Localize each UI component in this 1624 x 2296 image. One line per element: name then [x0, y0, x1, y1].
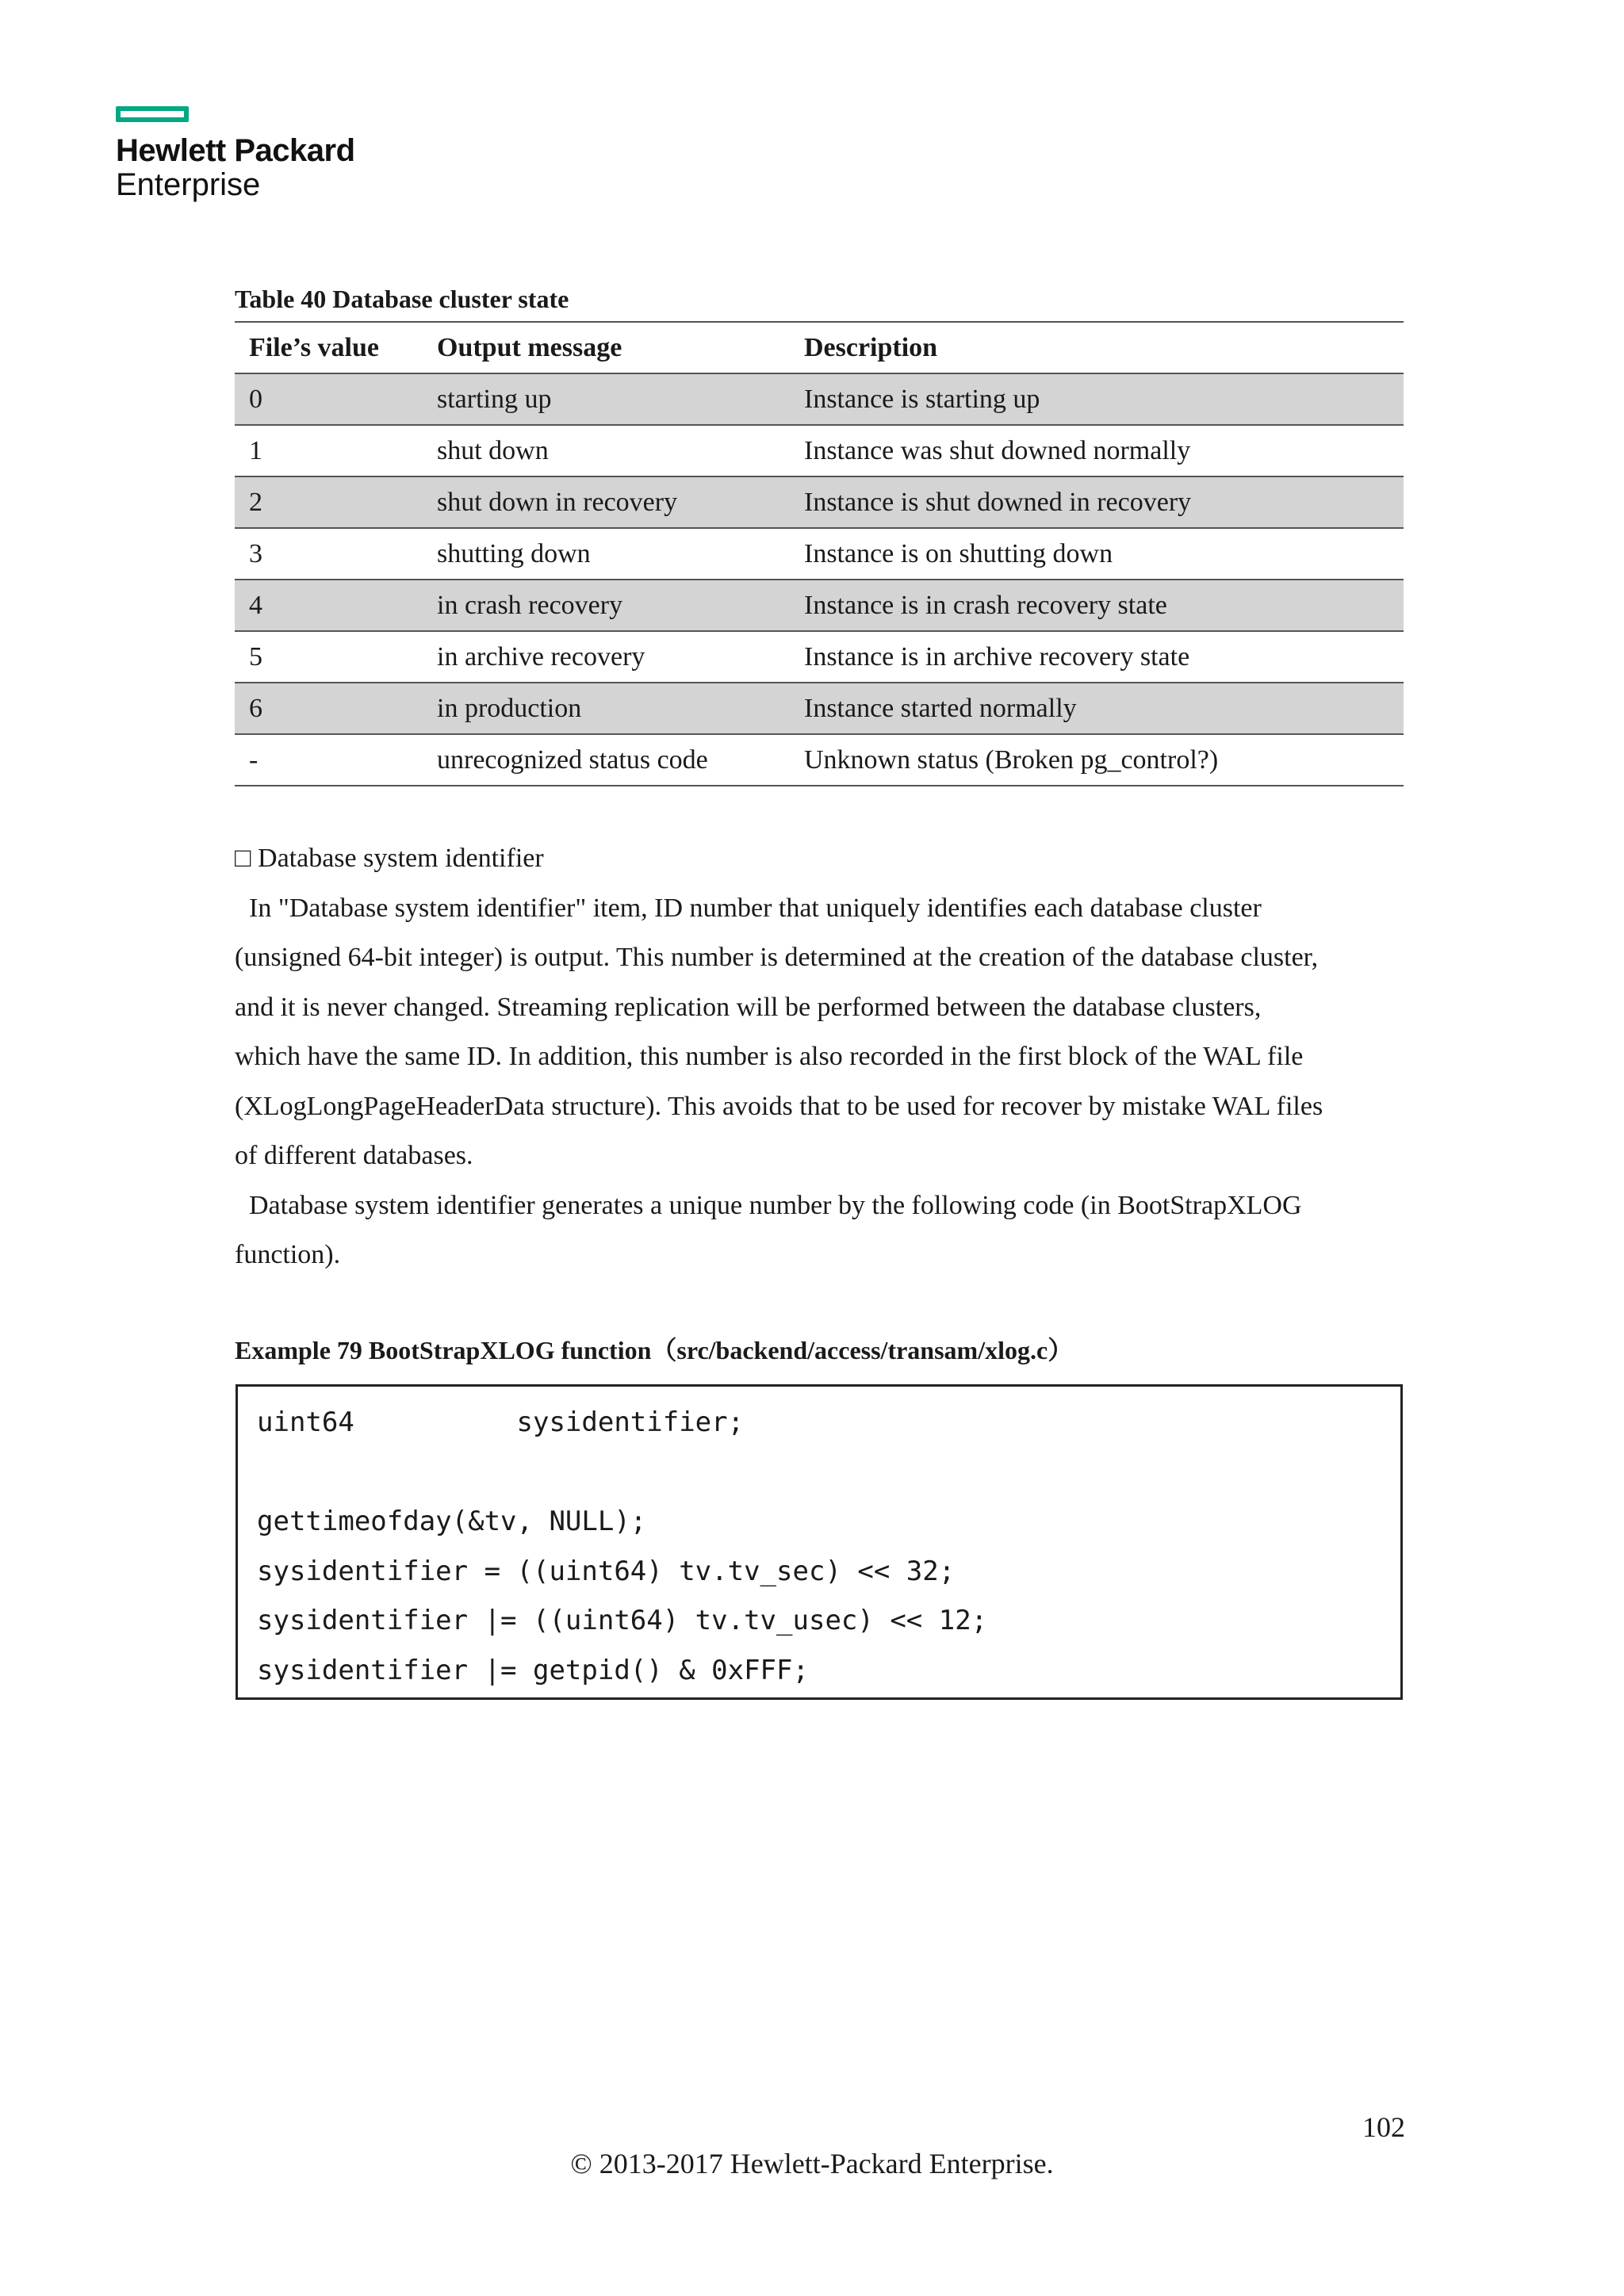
table-cell: starting up [423, 373, 790, 425]
code-line: sysidentifier |= ((uint64) tv.tv_usec) << 12; [257, 1605, 988, 1636]
table-cell: Instance is on shutting down [790, 528, 1404, 580]
table-cell: Instance is in archive recovery state [790, 631, 1404, 683]
table-cell: Unknown status (Broken pg_control?) [790, 734, 1404, 786]
logo-text-line2: Enterprise [116, 167, 261, 202]
table-row [235, 425, 1404, 476]
paragraph-line: function). [235, 1240, 341, 1269]
table-cell: 2 [235, 476, 423, 528]
table-header-row [235, 322, 1404, 373]
table-cell: unrecognized status code [423, 734, 790, 786]
table-cell: - [235, 734, 423, 786]
table-row [235, 580, 1404, 631]
section-body [235, 834, 1404, 1280]
table-cell: 6 [235, 683, 423, 734]
table-row [235, 528, 1404, 580]
table-cell: in crash recovery [423, 580, 790, 631]
table-cell: Instance was shut downed normally [790, 425, 1404, 476]
table-header-cell: Output message [423, 322, 790, 373]
table-row [235, 631, 1404, 683]
table-cell: shut down in recovery [423, 476, 790, 528]
table-header-cell: Description [790, 322, 1404, 373]
table-caption: Table 40 Database cluster state [235, 285, 569, 313]
paragraph-line: In "Database system identifier" item, ID number that uniquely identifies each database cluster [249, 893, 1262, 923]
table-row [235, 734, 1404, 786]
table-cell: 4 [235, 580, 423, 631]
paragraph-line: (unsigned 64-bit integer) is output. This number is determined at the creation of the database cluster, [235, 943, 1319, 972]
table-row [235, 476, 1404, 528]
table-row [235, 373, 1404, 425]
paragraph-line: of different databases. [235, 1141, 473, 1170]
code-line: uint64 sysidentifier; [257, 1406, 745, 1438]
table-cell: 1 [235, 425, 423, 476]
table-cell: in archive recovery [423, 631, 790, 683]
code-line: sysidentifier = ((uint64) tv.tv_sec) << 32; [257, 1555, 956, 1587]
paragraph-line: and it is never changed. Streaming replication will be performed between the database clusters, [235, 992, 1262, 1022]
code-line: gettimeofday(&tv, NULL); [257, 1506, 647, 1537]
table-cell: shutting down [423, 528, 790, 580]
table-header-cell: File’s value [235, 322, 423, 373]
table-cell: Instance started normally [790, 683, 1404, 734]
hpe-logo [116, 106, 370, 201]
page-number: 102 [1362, 2111, 1405, 2143]
table-cell: Instance is in crash recovery state [790, 580, 1404, 631]
table-cell: 5 [235, 631, 423, 683]
table-cell: 0 [235, 373, 423, 425]
section-heading: □ Database system identifier [235, 844, 544, 873]
table-row [235, 683, 1404, 734]
example-caption: Example 79 BootStrapXLOG function（src/backend/access/transam/xlog.c） [235, 1336, 1074, 1364]
paragraph-line: (XLogLongPageHeaderData structure). This avoids that to be used for recover by mistake WAL files [235, 1091, 1323, 1121]
code-block [236, 1384, 1403, 1700]
code-line [257, 1448, 1400, 1498]
table-cell: 3 [235, 528, 423, 580]
paragraph-line: which have the same ID. In addition, this number is also recorded in the first block of the WAL file [235, 1042, 1304, 1071]
table-cell: Instance is starting up [790, 373, 1404, 425]
paragraph-line: Database system identifier generates a unique number by the following code (in BootStrapXLOG [249, 1190, 1302, 1220]
copyright-notice: © 2013-2017 Hewlett-Packard Enterprise. [570, 2148, 1054, 2179]
code-line: sysidentifier |= getpid() & 0xFFF; [257, 1654, 809, 1686]
table-cell: Instance is shut downed in recovery [790, 476, 1404, 528]
table-cell: in production [423, 683, 790, 734]
table-cell: shut down [423, 425, 790, 476]
hpe-logo-mark [116, 106, 189, 122]
cluster-state-table [235, 321, 1404, 786]
logo-text-line1: Hewlett Packard [116, 133, 355, 168]
